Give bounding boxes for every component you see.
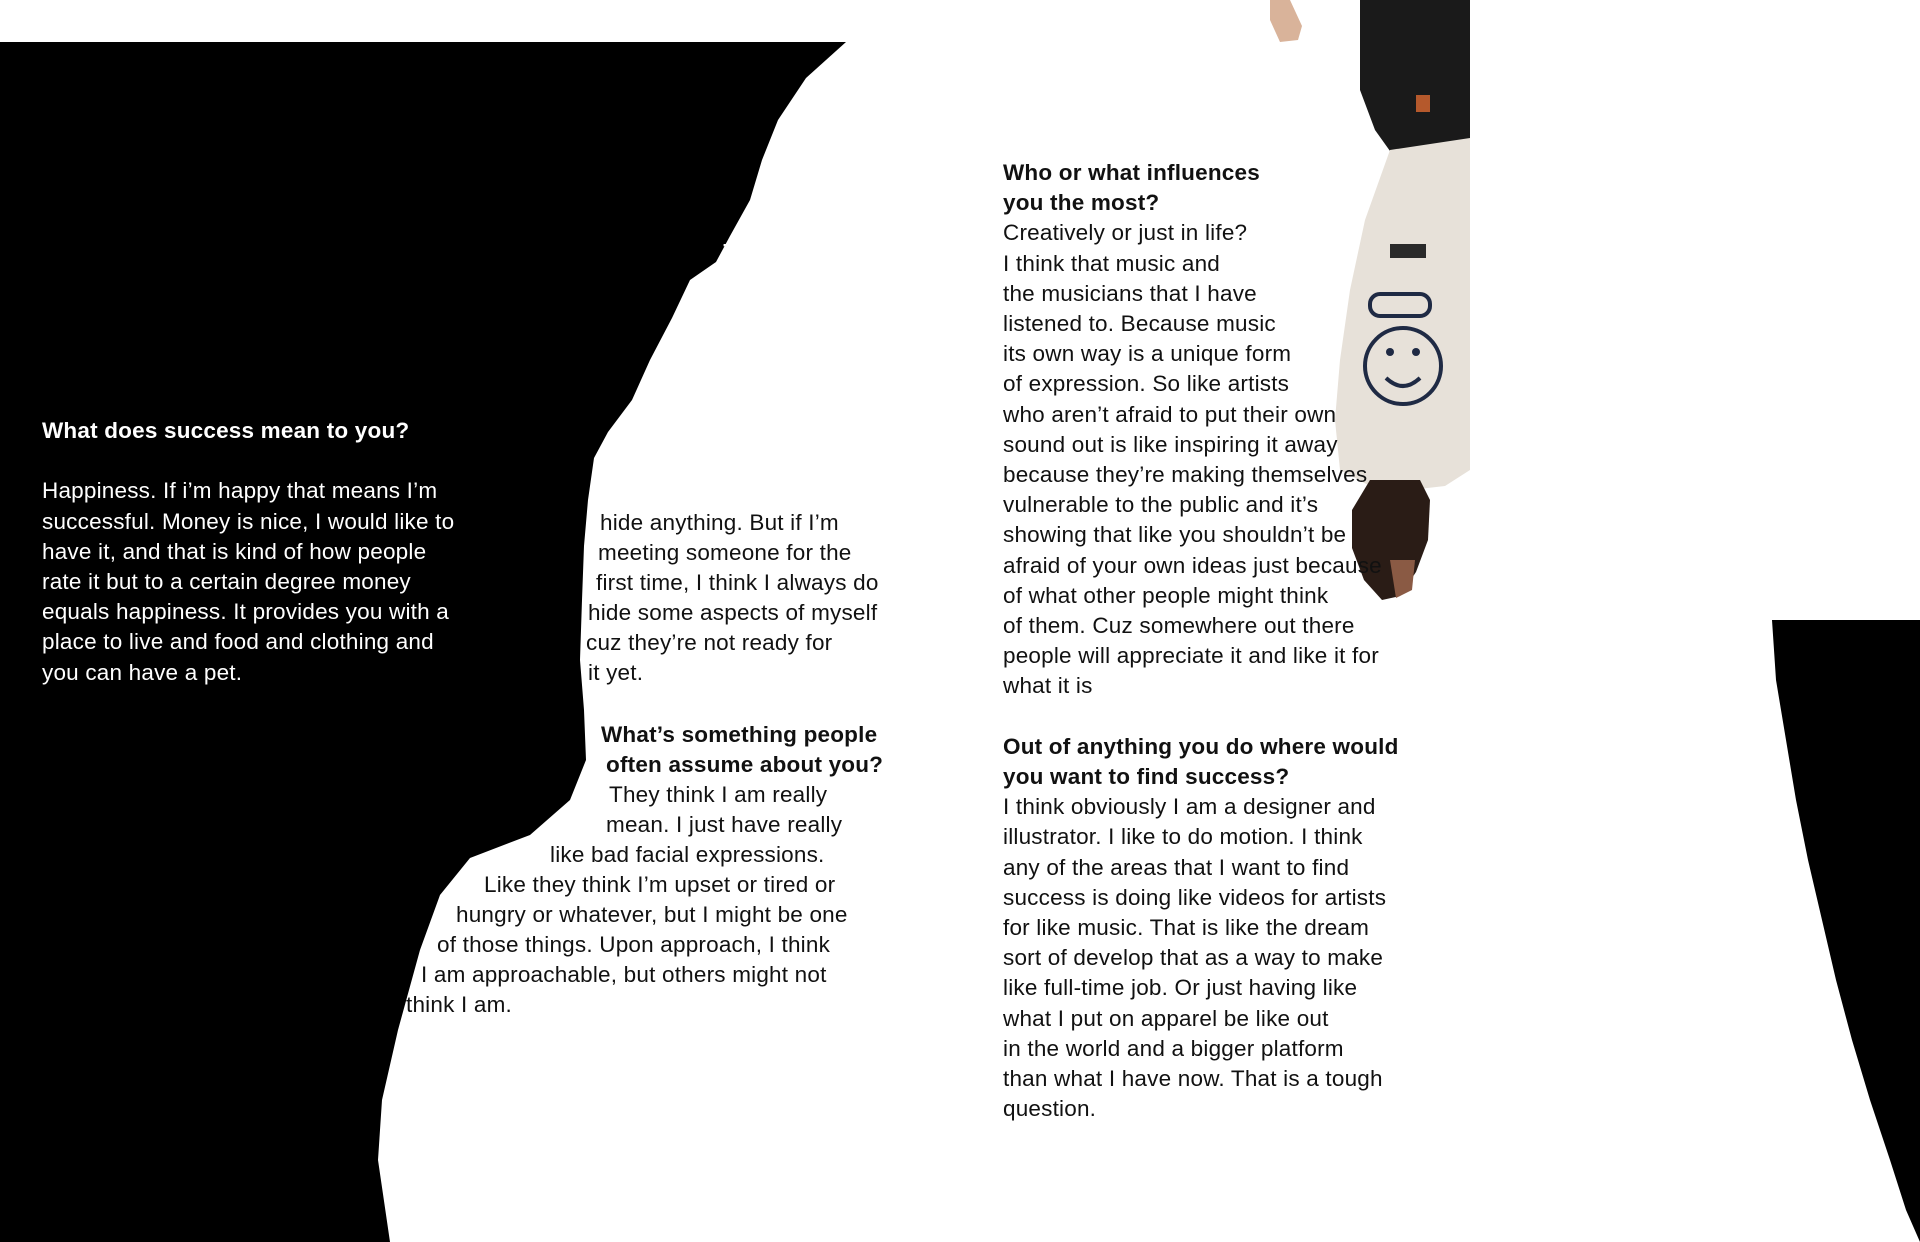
col3-text-block bbox=[1003, 158, 1473, 1125]
col3-a1-line: people will appreciate it and like it for bbox=[1003, 643, 1379, 669]
col2-a2-line-wrap bbox=[421, 960, 827, 990]
col2-a1-line-wrap bbox=[707, 268, 868, 298]
col3-a2-line: success is doing like videos for artists bbox=[1003, 884, 1387, 910]
col1-text-block bbox=[42, 416, 522, 688]
col1-answer-line: rate it but to a certain degree money bbox=[42, 569, 411, 595]
col2-a2-line-wrap bbox=[606, 810, 842, 840]
col2-a2-line-wrap bbox=[456, 900, 848, 930]
col2-a1-line: hide anything. But if I’m bbox=[600, 510, 839, 535]
col2-a1-line-wrap bbox=[655, 418, 858, 448]
col2-a2-line-wrap bbox=[437, 930, 830, 960]
col3-a1-line: sound out is like inspiring it away bbox=[1003, 431, 1338, 457]
col2-a1-line-wrap bbox=[598, 538, 852, 568]
col2-a1-line: on who I’m with and bbox=[655, 420, 858, 445]
col3-a2-line: like full-time job. Or just having like bbox=[1003, 975, 1358, 1001]
col2-q1-line-wrap bbox=[745, 208, 885, 238]
col2-a2-line: of those things. Upon approach, I think bbox=[437, 932, 831, 957]
col3-a2-line: in the world and a bigger platform bbox=[1003, 1035, 1344, 1061]
col2-a1-line-wrap bbox=[716, 328, 845, 358]
col3-q1-line: you the most? bbox=[1003, 190, 1160, 216]
col2-q2-line-wrap bbox=[606, 750, 883, 780]
col3-a2-line: illustrator. I like to do motion. I think bbox=[1003, 824, 1363, 850]
col3-a1-line: I think that music and bbox=[1003, 250, 1221, 276]
col2-a2-line-wrap bbox=[550, 840, 825, 870]
col2-a2-line: hungry or whatever, but I might be one bbox=[456, 902, 848, 927]
col2-a1-line: I’d say I used to bbox=[707, 270, 868, 295]
col2-a1-line-wrap bbox=[588, 598, 877, 628]
col2-a1-line: hide some aspects of myself bbox=[588, 600, 878, 625]
col2-a1-line-wrap bbox=[588, 658, 643, 688]
col3-a1-line: who aren’t afraid to put their own bbox=[1003, 401, 1337, 427]
col2-a2-line: Like they think I’m upset or tired or bbox=[484, 872, 836, 897]
col1-answer-line: successful. Money is nice, I would like to bbox=[42, 508, 455, 534]
col3-a2-line: question. bbox=[1003, 1096, 1097, 1122]
col2-q2-line: What’s something people bbox=[601, 722, 878, 747]
col2-a2-line-wrap bbox=[609, 780, 827, 810]
col3-q2-line: you want to find success? bbox=[1003, 764, 1290, 790]
col2-q1-line: Do you ever bbox=[776, 150, 907, 175]
col3-a1-line: of what other people might think bbox=[1003, 582, 1329, 608]
col1-answer-line: place to live and food and clothing and bbox=[42, 629, 434, 655]
col3-a2-line: for like music. That is like the dream bbox=[1003, 915, 1370, 941]
col2-a2-line: mean. I just have really bbox=[606, 812, 843, 837]
col2-a1-line-wrap bbox=[717, 298, 855, 328]
col2-a1-line: anymore. I think bbox=[700, 360, 864, 385]
col3-a1-line: showing that like you shouldn’t be bbox=[1003, 522, 1347, 548]
col3-a2-line: what I put on apparel be like out bbox=[1003, 1005, 1329, 1031]
col3-a1-line: Creatively or just in life? bbox=[1003, 220, 1248, 246]
col2-q2-line: often assume about you? bbox=[606, 752, 884, 777]
col2-a1-line-wrap bbox=[586, 628, 832, 658]
col2-q1-block bbox=[0, 148, 907, 178]
col2-a1-line-wrap bbox=[600, 508, 839, 538]
col2-a1-line-wrap bbox=[606, 478, 854, 508]
col2-a1-line: certain situations. Like bbox=[629, 450, 857, 475]
col3-a1-line: afraid of your own ideas just because bbox=[1003, 552, 1382, 578]
col2-a1-line: it just depends bbox=[679, 390, 828, 415]
col2-q1-line: have to hide bbox=[760, 180, 894, 205]
col3-a2-line: any of the areas that I want to find bbox=[1003, 854, 1350, 880]
col2-a2-line: think I am. bbox=[406, 992, 512, 1017]
col2-a2-line: They think I am really bbox=[609, 782, 828, 807]
col1-question: What does success mean to you? bbox=[42, 418, 410, 443]
col2-a1-line: meeting someone for the bbox=[598, 540, 852, 565]
col3-a1-line: because they’re making themselves bbox=[1003, 462, 1368, 488]
col2-a1-line-wrap bbox=[700, 358, 863, 388]
col2-a1-line: it yet. bbox=[588, 660, 644, 685]
col2-a1-line: first time, I think I always do bbox=[596, 570, 879, 595]
col2-a1-line-wrap bbox=[679, 388, 827, 418]
col2-a1-line: have to yeah. bbox=[717, 300, 855, 325]
col1-answer-line: have it, and that is kind of how people bbox=[42, 538, 427, 564]
col2-q1-line-wrap bbox=[760, 178, 894, 208]
col2-a2-line-wrap bbox=[406, 990, 512, 1020]
col2-a2-line-wrap bbox=[484, 870, 835, 900]
col3-a1-line: its own way is a unique form bbox=[1003, 341, 1292, 367]
col3-a1-line: the musicians that I have bbox=[1003, 280, 1257, 306]
col3-a2-line: than what I have now. That is a tough bbox=[1003, 1066, 1383, 1092]
col2-a1-line: Not so much bbox=[716, 330, 845, 355]
col2-q1-line: identity? bbox=[722, 240, 818, 265]
col2-a1-line: at school I can not really bbox=[606, 480, 854, 505]
col1-answer-line: Happiness. If i’m happy that means I’m bbox=[42, 478, 438, 504]
col3-a2-line: I think obviously I am a designer and bbox=[1003, 794, 1376, 820]
col3-a1-line: what it is bbox=[1003, 673, 1093, 699]
col1-answer-line: equals happiness. It provides you with a bbox=[42, 599, 449, 625]
col2-a2-line: like bad facial expressions. bbox=[550, 842, 825, 867]
col3-q1-line: Who or what influences bbox=[1003, 160, 1260, 185]
col2-a1-line: cuz they’re not ready for bbox=[586, 630, 833, 655]
col3-a2-line: sort of develop that as a way to make bbox=[1003, 945, 1384, 971]
col2-q1-line-wrap bbox=[722, 238, 818, 268]
col3-q2-line: Out of anything you do where would bbox=[1003, 733, 1399, 759]
col3-a1-line: of them. Cuz somewhere out there bbox=[1003, 613, 1355, 639]
col2-a1-line-wrap bbox=[629, 448, 856, 478]
col1-answer-line: you can have a pet. bbox=[42, 659, 243, 685]
col3-a1-line: vulnerable to the public and it’s bbox=[1003, 492, 1319, 518]
col2-q2-line-wrap bbox=[601, 720, 877, 750]
col3-a1-line: listened to. Because music bbox=[1003, 311, 1276, 337]
col2-a2-line: I am approachable, but others might not bbox=[421, 962, 827, 987]
col2-a1-line-wrap bbox=[596, 568, 879, 598]
col3-a1-line: of expression. So like artists bbox=[1003, 371, 1290, 397]
col2-q1-line: parts of your bbox=[745, 210, 886, 235]
